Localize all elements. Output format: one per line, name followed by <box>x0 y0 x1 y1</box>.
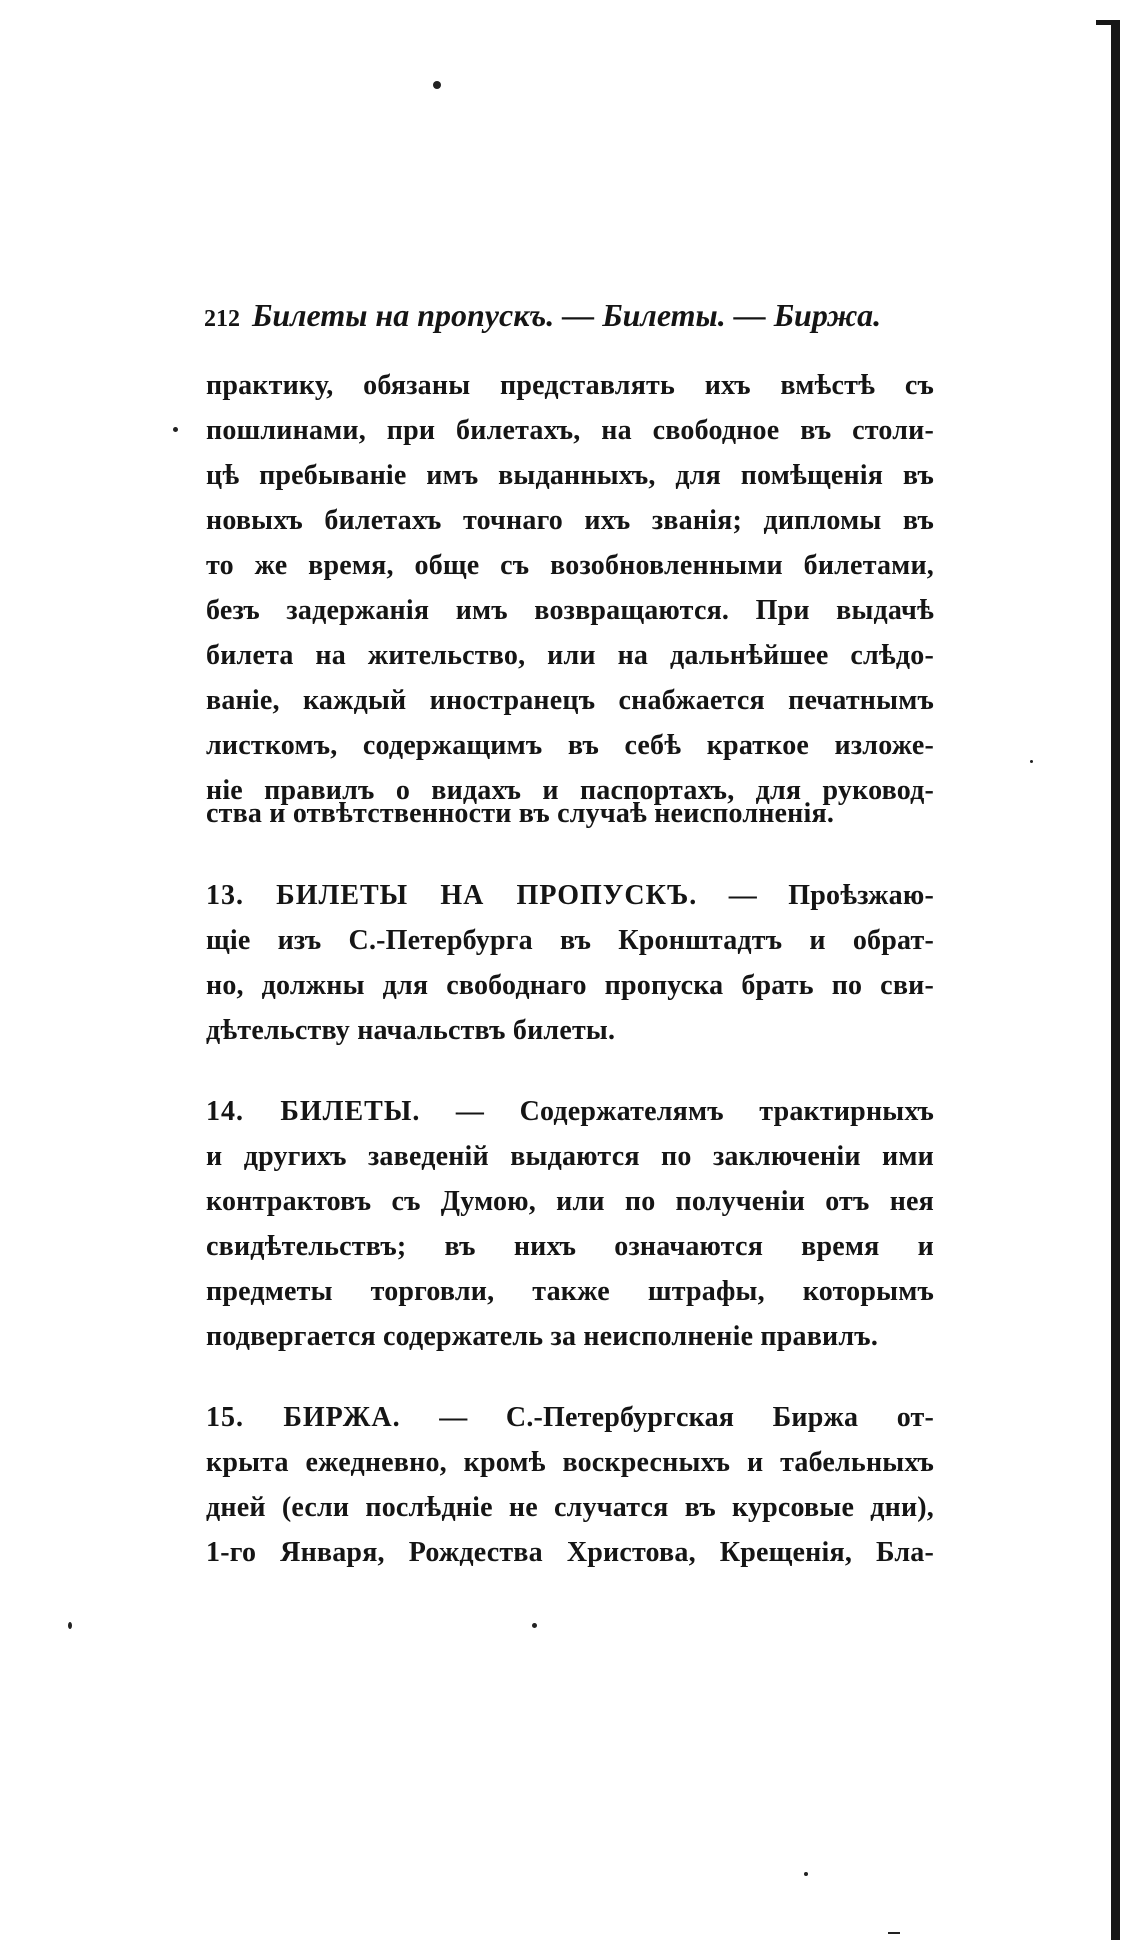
text-line: контрактовъ съ Думою, или по полученіи отъ нея <box>206 1186 934 1217</box>
section-13-heading: 13. БИЛЕТЫ НА ПРОПУСКЪ. <box>206 880 698 911</box>
scan-speck <box>888 1932 900 1934</box>
section-13-first-line <box>206 874 934 918</box>
page-edge-rule <box>1111 20 1120 1940</box>
text-line: ства и отвѣтственности въ случаѣ неисполненія. <box>206 798 835 829</box>
text-line: ваніе, каждый иностранецъ снабжается печатнымъ <box>206 685 934 716</box>
text-line: 1-го Января, Рождества Христова, Крещенія, Бла- <box>206 1537 934 1568</box>
section-15-heading: 15. БИРЖА. <box>206 1402 401 1433</box>
section-15-first-line <box>206 1396 934 1440</box>
text-line: подвергается содержатель за неисполненіе правилъ. <box>206 1321 879 1352</box>
section-14-first-line <box>206 1090 934 1134</box>
text-line: билета на жительство, или на дальнѣйшее слѣдо- <box>206 640 934 671</box>
text-line: крыта ежедневно, кромѣ воскресныхъ и табельныхъ <box>206 1447 934 1478</box>
section-14-lead: — Содержателямъ трактирныхъ <box>455 1096 935 1127</box>
scan-speck <box>433 81 441 89</box>
section-14-heading: 14. БИЛЕТЫ. <box>206 1096 421 1127</box>
text-line: пошлинами, при билетахъ, на свободное въ столи- <box>206 415 934 446</box>
scan-speck <box>173 427 178 432</box>
scan-speck <box>804 1872 808 1876</box>
text-line: практику, обязаны представлять ихъ вмѣстѣ съ <box>206 370 934 401</box>
text-line: новыхъ билетахъ точнаго ихъ званія; дипломы въ <box>206 505 934 536</box>
text-line: свидѣтельствъ; въ нихъ означаются время и <box>206 1231 934 1262</box>
section-15-lead: — С.-Петербургская Биржа от- <box>439 1402 935 1433</box>
text-line: дѣтельству начальствъ билеты. <box>206 1015 616 1046</box>
running-header <box>204 290 928 340</box>
text-line: листкомъ, содержащимъ въ себѣ краткое изложе- <box>206 730 934 761</box>
text-line: дней (если послѣдніе не случатся въ курсовые дни), <box>206 1492 934 1523</box>
scan-speck <box>68 1622 72 1629</box>
text-line: и другихъ заведеній выдаются по заключеніи ими <box>206 1141 934 1172</box>
running-title: Билеты на пропускъ. — Билеты. — Биржа. <box>252 297 882 333</box>
text-line: но, должны для свободнаго пропуска брать по сви- <box>206 970 934 1001</box>
scan-speck <box>532 1623 537 1628</box>
text-line: ніе правилъ о видахъ и паспортахъ, для руковод- <box>206 775 934 806</box>
text-line: цѣ пребываніе имъ выданныхъ, для помѣщенія въ <box>206 460 934 491</box>
page-number: 212 <box>204 306 240 332</box>
text-line: щіе изъ С.-Петербурга въ Кронштадтъ и обрат- <box>206 925 934 956</box>
scan-speck <box>1030 760 1033 763</box>
text-line: то же время, обще съ возобновленными билетами, <box>206 550 934 581</box>
text-line: безъ задержанія имъ возвращаются. При выдачѣ <box>206 595 934 626</box>
page-edge-rule-top <box>1096 20 1112 25</box>
text-line: предметы торговли, также штрафы, которымъ <box>206 1276 934 1307</box>
section-13-lead: — Проѣзжаю- <box>728 880 935 911</box>
